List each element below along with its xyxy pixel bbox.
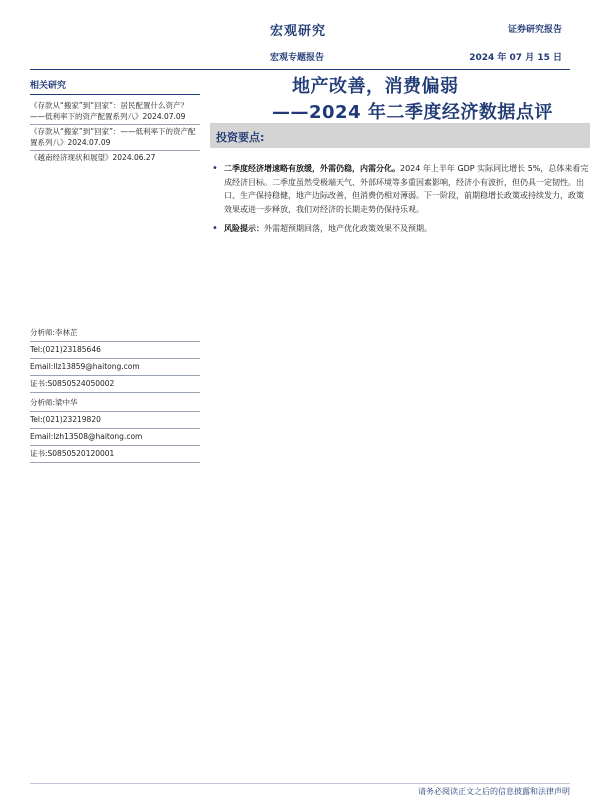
- key-points-list: [210, 162, 590, 236]
- analyst-list: [30, 325, 200, 463]
- report-date: 2024 年 07 月 15 日: [469, 53, 562, 63]
- bullet-icon: •: [212, 223, 218, 234]
- analyst-card: [30, 325, 200, 393]
- footer-disclaimer: 请务必阅读正文之后的信息披露和法律声明: [418, 787, 570, 796]
- related-research-item[interactable]: 《存款从“搬家”到“回家”：——低利率下的资产配置系列八》2024.07.09: [30, 125, 200, 151]
- key-points-banner: [210, 123, 590, 148]
- analyst-email[interactable]: Email:llz13859@haitong.com: [30, 359, 200, 376]
- analyst-card: [30, 395, 200, 463]
- key-point-text: 外需超预期回落，地产优化政策效果不及预期。: [264, 224, 432, 233]
- report-label: 证券研究报告: [507, 25, 562, 35]
- header-divider: [30, 69, 570, 70]
- analyst-cert: 证书:S0850524050002: [30, 376, 200, 393]
- key-point-text: 2024 年上半年 GDP 实际同比增长 5%，总体来看完成经济目标。二季度虽然受极端天气、外部环境等多重因素影响，经济小有波折，但仍具一定韧性。出口、生产保持稳健，地产边际改善，但消费仍相对薄弱。下一阶段，前期稳增长政策或持续发力，政策效果或进一步释放，我们对经济的长期走势仍保持乐观。: [224, 164, 589, 214]
- key-point-item: [210, 222, 590, 236]
- related-research-item[interactable]: 《越南经济现状和展望》2024.06.27: [30, 153, 156, 162]
- analyst-email[interactable]: Email:lzh13508@haitong.com: [30, 429, 200, 446]
- related-research-heading: 相关研究: [30, 78, 200, 95]
- key-point-lead: 风险提示：: [224, 224, 264, 233]
- key-point-item: [210, 162, 590, 216]
- report-title-main: 地产改善，消费偏弱: [292, 76, 459, 97]
- bullet-icon: •: [212, 163, 218, 174]
- related-research: [30, 78, 200, 165]
- analyst-name: 分析师:李林芷: [30, 325, 200, 342]
- key-point-lead: 二季度经济增速略有放缓，外需仍稳，内需分化。: [224, 164, 400, 173]
- analyst-tel: Tel:(021)23219820: [30, 412, 200, 429]
- report-category: 宏观研究: [270, 24, 327, 39]
- report-title-sub: ——2024 年二季度经济数据点评: [272, 102, 553, 123]
- analyst-cert: 证书:S0850520120001: [30, 446, 200, 463]
- key-points-heading: 投资要点:: [216, 131, 265, 144]
- related-research-item[interactable]: 《存款从“搬家”到“回家”：居民配置什么资产？——低利率下的资产配置系列八》2024.07.09: [30, 99, 200, 125]
- report-type: 宏观专题报告: [270, 53, 325, 63]
- analyst-tel: Tel:(021)23185646: [30, 342, 200, 359]
- footer-divider: [30, 783, 570, 784]
- analyst-name: 分析师:梁中华: [30, 395, 200, 412]
